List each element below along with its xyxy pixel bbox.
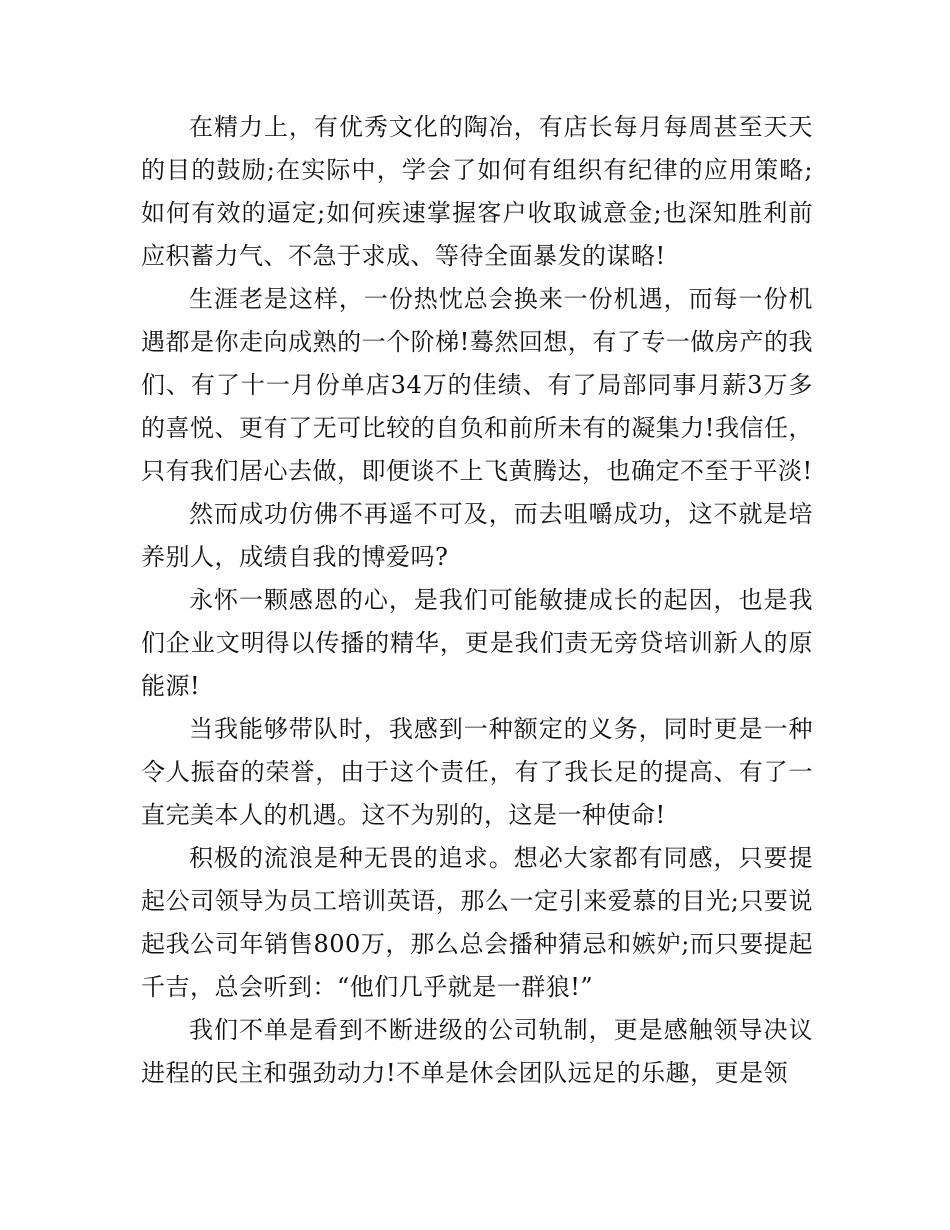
paragraph: 生涯老是这样，一份热忱总会换来一份机遇，而每一份机遇都是你走向成熟的一个阶梯!蓦然回想，有了专一做房产的我们、有了十一月份单店34万的佳绩、有了局部同事月薪3万多的喜悦、更有了无可比较的自负和前所未有的凝集力!我信任，只有我们居心去做，即便谈不上飞黄腾达，也确定不至于平淡! <box>141 285 813 485</box>
paragraph: 永怀一颗感恩的心，是我们可能敏捷成长的起因，也是我们企业文明得以传播的精华，更是我们责无旁贷培训新人的原能源! <box>141 586 813 700</box>
paragraph: 在精力上，有优秀文化的陶冶，有店长每月每周甚至天天的目的鼓励;在实际中，学会了如何有组织有纪律的应用策略;如何有效的逼定;如何疾速掌握客户收取诚意金;也深知胜利前应积蓄力气、不急于求成、等待全面暴发的谋略! <box>141 113 813 270</box>
paragraph: 然而成功仿佛不再遥不可及，而去咀嚼成功，这不就是培养别人，成绩自我的博爱吗? <box>141 500 813 571</box>
paragraph: 我们不单是看到不断进级的公司轨制，更是感触领导决议进程的民主和强劲动力!不单是休会团队远足的乐趣，更是领 <box>141 1016 813 1087</box>
document-body <box>141 106 813 1095</box>
paragraph: 积极的流浪是种无畏的追求。想必大家都有同感，只要提起公司领导为员工培训英语，那么一定引来爱慕的目光;只要说起我公司年销售800万，那么总会播种猜忌和嫉妒;而只要提起千吉，总会听到：“他们几乎就是一群狼!” <box>141 844 813 1001</box>
paragraph: 当我能够带队时，我感到一种额定的义务，同时更是一种令人振奋的荣誉，由于这个责任，有了我长足的提高、有了一直完美本人的机遇。这不为别的，这是一种使命! <box>141 715 813 829</box>
